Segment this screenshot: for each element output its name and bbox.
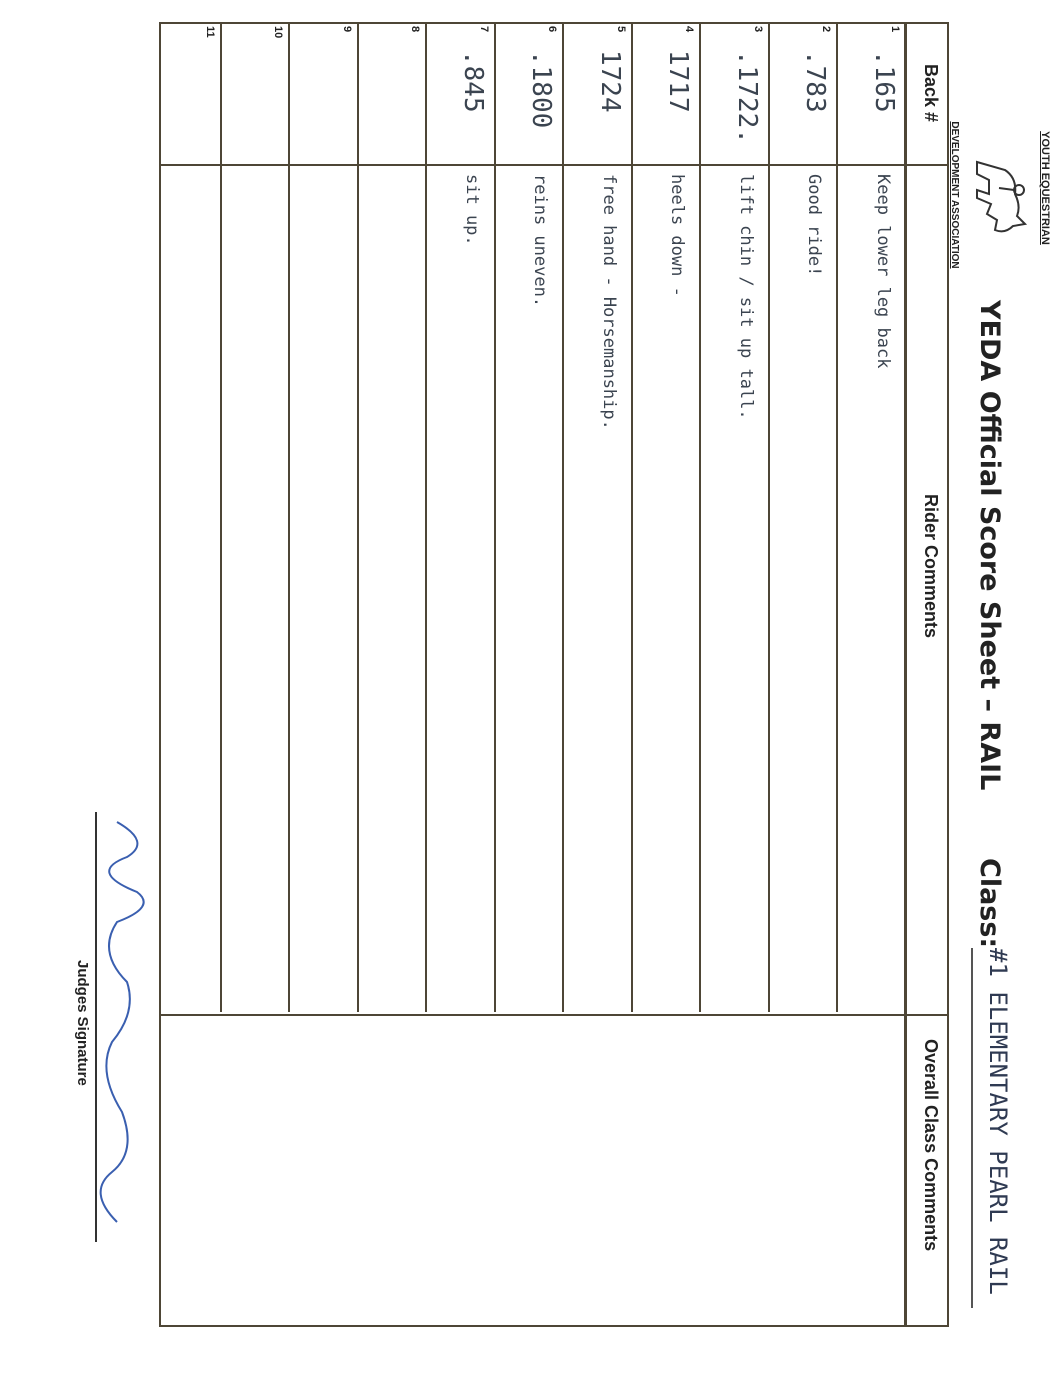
back-number: .1800 <box>526 50 557 129</box>
back-number: .1722. <box>732 50 762 144</box>
rider-comment: free hand - Horsemanship. <box>599 174 619 430</box>
table-row <box>563 24 634 1012</box>
table-row <box>152 24 223 1012</box>
row-number: 10 <box>272 26 285 39</box>
rider-comment: sit up. <box>462 174 482 246</box>
header-rider-comments: Rider Comments <box>921 494 941 639</box>
row-number: 11 <box>204 26 216 38</box>
table-row <box>837 24 908 1012</box>
row-number: 3 <box>752 26 764 33</box>
header-back-number: Back # <box>921 64 941 123</box>
class-underline <box>971 948 973 1308</box>
org-name-line2: DEVELOPMENT ASSOCIATION <box>949 121 960 269</box>
rider-comment: Keep lower leg back <box>873 174 893 369</box>
row-number: 1 <box>889 26 901 33</box>
score-table <box>159 22 949 1327</box>
class-label: Class: <box>974 858 1005 949</box>
back-number: 1717 <box>663 50 694 113</box>
column-divider <box>161 1014 947 1016</box>
signature-line <box>95 812 97 1242</box>
row-number: 6 <box>546 26 559 33</box>
row-number: 8 <box>409 26 422 33</box>
row-number: 7 <box>478 26 490 33</box>
org-name-line1: YOUTH EQUESTRIAN <box>1039 131 1051 245</box>
row-number: 2 <box>820 26 833 33</box>
horse-logo-icon <box>965 150 1035 240</box>
class-value: #1 ELEMENTARY PEARL RAIL <box>984 948 1012 1295</box>
page-title: YEDA Official Score Sheet – RAIL <box>974 300 1005 791</box>
row-number: 4 <box>683 26 696 33</box>
back-number: .783 <box>800 50 831 113</box>
table-row <box>494 24 565 1012</box>
signature-label: Judges Signature <box>74 960 91 1086</box>
table-row <box>426 24 497 1012</box>
back-number: .845 <box>458 50 488 113</box>
table-row <box>631 24 702 1012</box>
back-number: 1724 <box>595 50 625 113</box>
table-row <box>768 24 839 1012</box>
table-row <box>357 24 428 1012</box>
rider-comment: Good ride! <box>804 174 825 277</box>
rider-comment: lift chin / sit up tall. <box>736 174 756 420</box>
back-number: .165 <box>869 50 899 113</box>
header-overall-comments: Overall Class Comments <box>921 1039 941 1252</box>
rider-comment: reins uneven. <box>530 174 551 308</box>
table-header <box>904 24 947 1325</box>
table-row <box>289 24 360 1012</box>
table-row <box>700 24 771 1012</box>
row-number: 9 <box>341 26 353 33</box>
row-number: 5 <box>615 26 627 33</box>
table-row <box>220 24 291 1012</box>
rider-comment: heels down - <box>667 174 688 297</box>
